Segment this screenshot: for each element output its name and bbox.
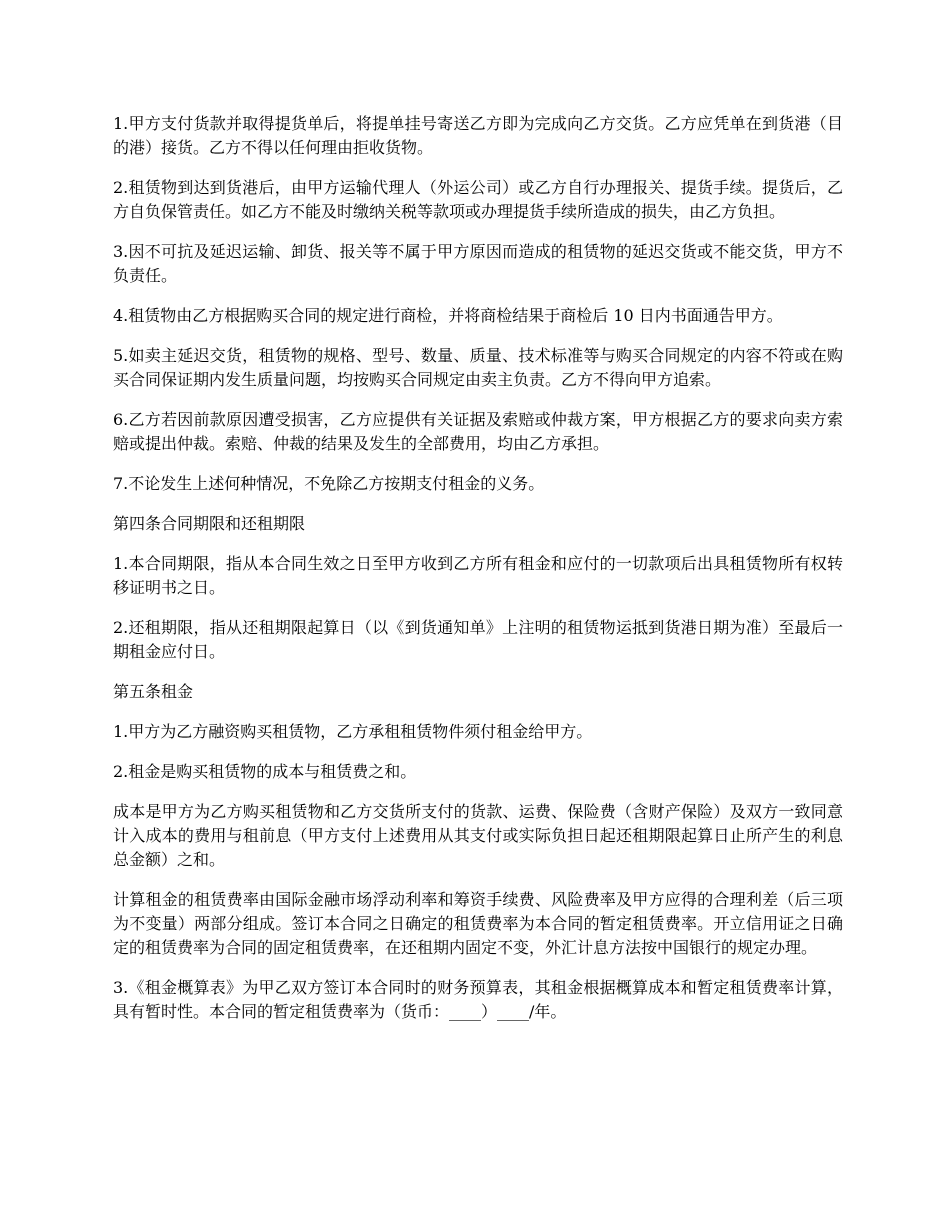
paragraph-rent-rate: 计算租金的租赁费率由国际金融市场浮动利率和筹资手续费、风险费率及甲方应得的合理利差（后三项为不变量）两部分组成。签订本合同之日确定的租赁费率为本合同的暂定租赁费率。开立信用证之日确定的租赁费率为合同的固定租赁费率，在还租期内固定不变，外汇计息方法按中国银行的规定办理。 <box>113 890 843 957</box>
paragraph-delivery-3: 3.因不可抗及延迟运输、卸货、报关等不属于甲方原因而造成的租赁物的延迟交货或不能交货，甲方不负责任。 <box>113 242 843 285</box>
document-body <box>113 112 843 1040</box>
paragraph-rent-1: 1.甲方为乙方融资购买租赁物，乙方承租租赁物件须付租金给甲方。 <box>113 722 593 741</box>
paragraph-delivery-4: 4.租赁物由乙方根据购买合同的规定进行商检，并将商检结果于商检后 10 日内书面通告甲方。 <box>113 306 783 325</box>
section-heading-article-5: 第五条租金 <box>113 682 194 701</box>
paragraph-delivery-1: 1.甲方支付货款并取得提货单后，将提单挂号寄送乙方即为完成向乙方交货。乙方应凭单在到货港（目的港）接货。乙方不得以任何理由拒收货物。 <box>113 114 843 157</box>
paragraph-rent-3: 3.《租金概算表》为甲乙双方签订本合同时的财务预算表，其租金根据概算成本和暂定租赁费率计算，具有暂时性。本合同的暂定租赁费率为（货币：____）____/年。 <box>113 978 843 1021</box>
paragraph-delivery-7: 7.不论发生上述何种情况，不免除乙方按期支付租金的义务。 <box>113 474 545 493</box>
section-heading-article-4: 第四条合同期限和还租期限 <box>113 514 306 533</box>
paragraph-delivery-5: 5.如卖主延迟交货，租赁物的规格、型号、数量、质量、技术标准等与购买合同规定的内容不符或在购买合同保证期内发生质量问题，均按购买合同规定由卖主负责。乙方不得向甲方追索。 <box>113 346 843 389</box>
paragraph-delivery-6: 6.乙方若因前款原因遭受损害，乙方应提供有关证据及索赔或仲裁方案，甲方根据乙方的要求向卖方索赔或提出仲裁。索赔、仲裁的结果及发生的全部费用，均由乙方承担。 <box>113 410 843 453</box>
paragraph-rent-cost: 成本是甲方为乙方购买租赁物和乙方交货所支付的货款、运费、保险费（含财产保险）及双方一致同意计入成本的费用与租前息（甲方支付上述费用从其支付或实际负担日起还租期限起算日止所产生的利息总金额）之和。 <box>113 802 843 869</box>
paragraph-term-2: 2.还租期限，指从还租期限起算日（以《到货通知单》上注明的租赁物运抵到货港日期为准）至最后一期租金应付日。 <box>113 618 843 661</box>
paragraph-delivery-2: 2.租赁物到达到货港后，由甲方运输代理人（外运公司）或乙方自行办理报关、提货手续。提货后，乙方自负保管责任。如乙方不能及时缴纳关税等款项或办理提货手续所造成的损失，由乙方负担。 <box>113 178 843 221</box>
paragraph-rent-2: 2.租金是购买租赁物的成本与租赁费之和。 <box>113 762 417 781</box>
paragraph-term-1: 1.本合同期限，指从本合同生效之日至甲方收到乙方所有租金和应付的一切款项后出具租赁物所有权转移证明书之日。 <box>113 554 843 597</box>
